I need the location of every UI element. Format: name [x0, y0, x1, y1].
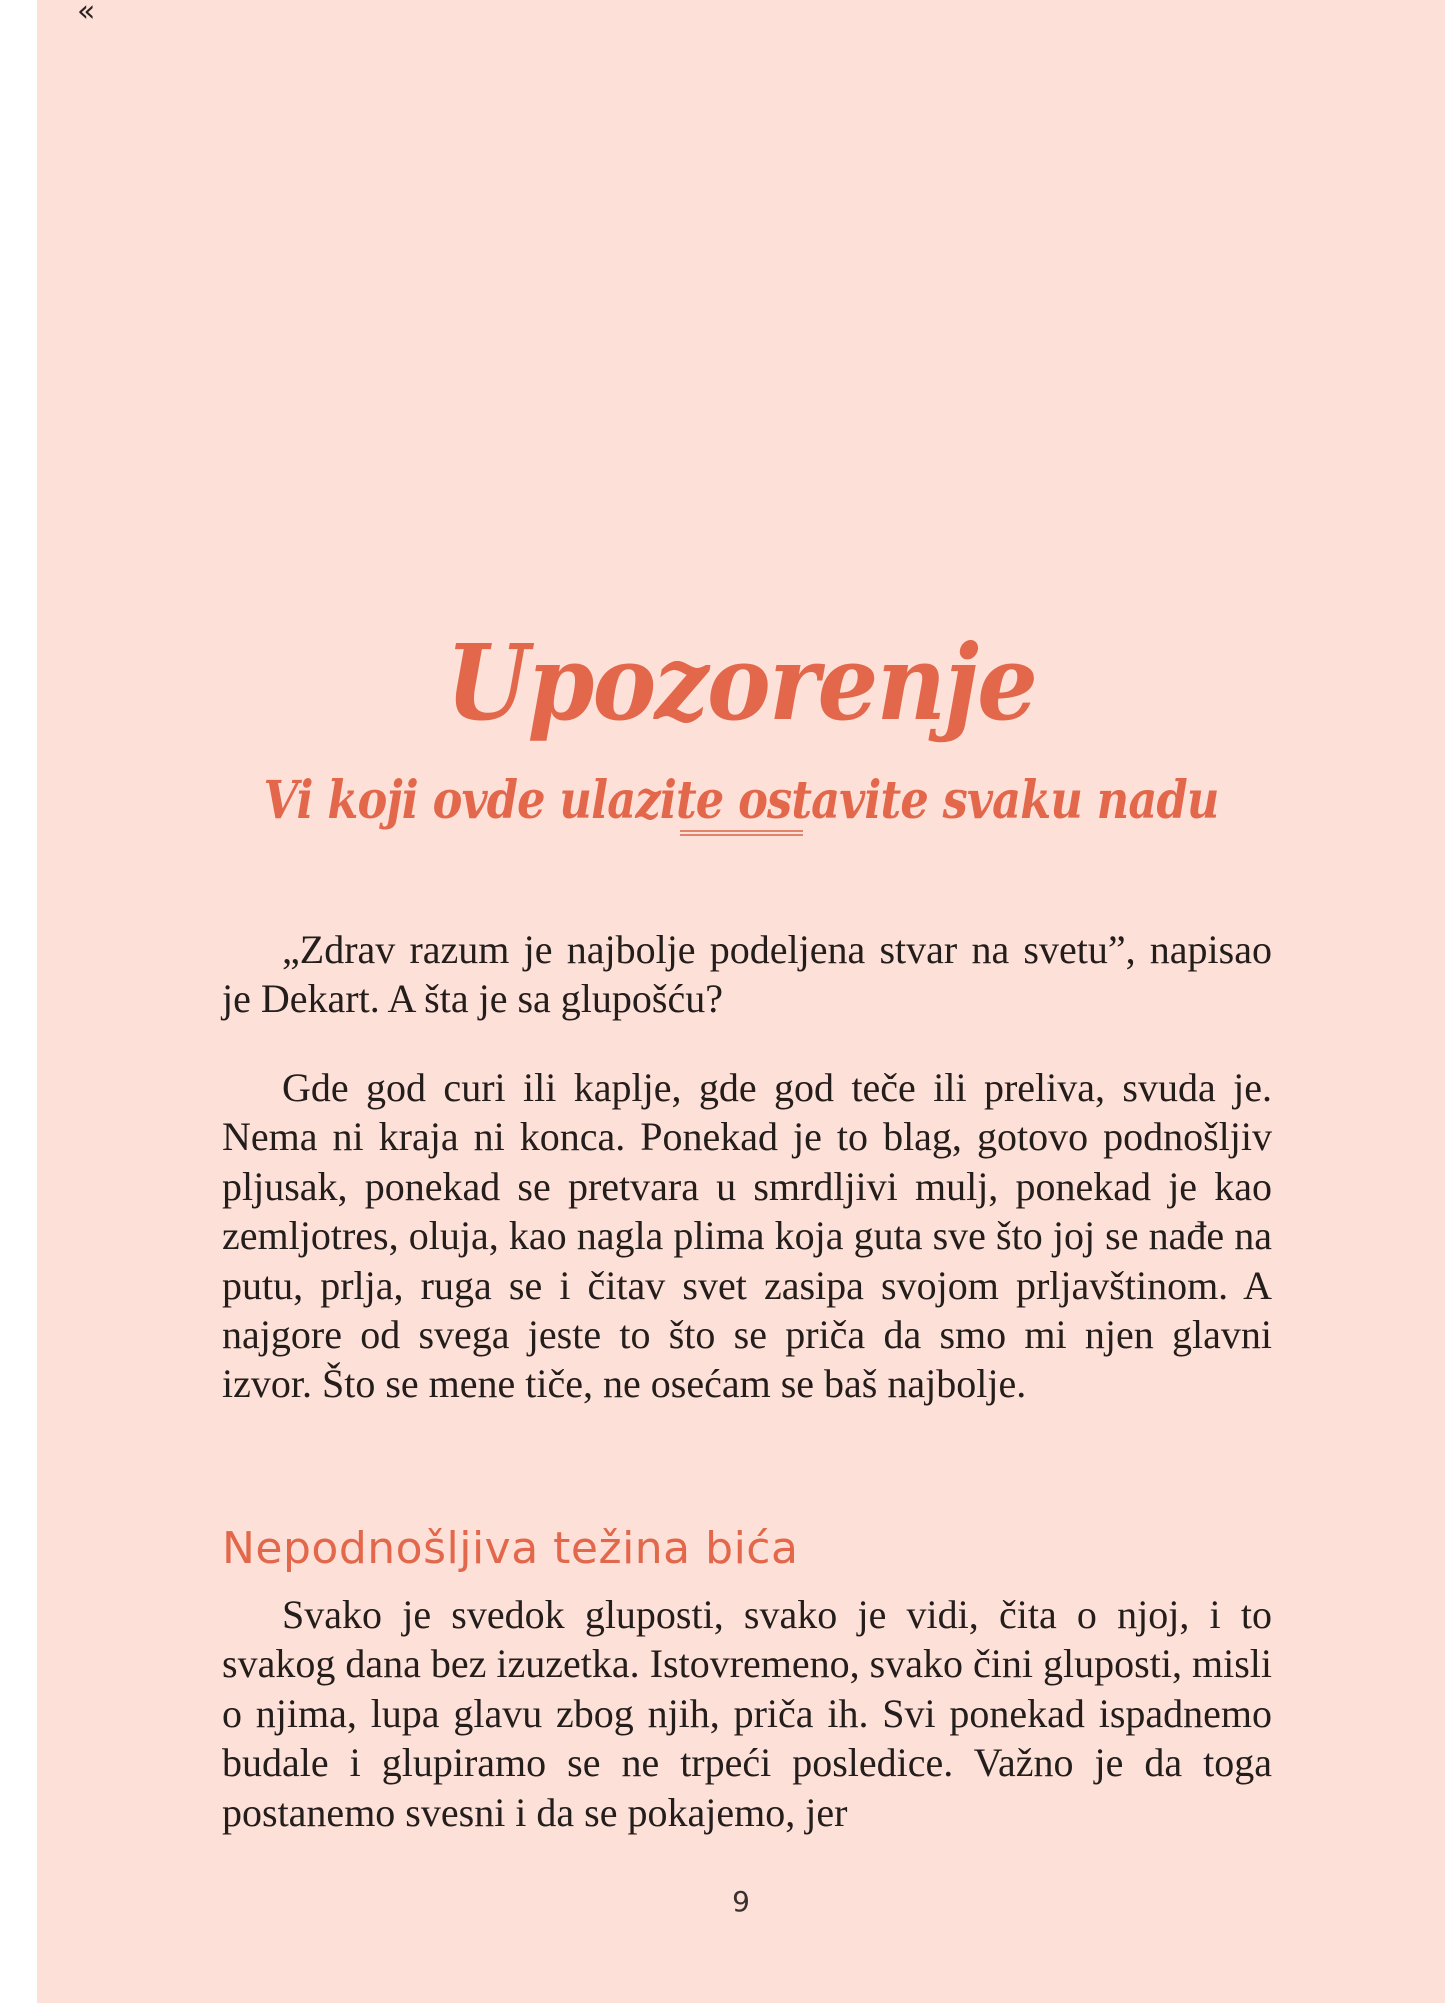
chapter-subtitle: Vi koji ovde ulazite ostavite svaku nadu [263, 770, 1219, 832]
book-page [37, 0, 1445, 2003]
page-number: 9 [732, 1885, 750, 1918]
paragraph-1: „Zdrav razum je najbolje podeljena stvar na svetu”, napisao je Dekart. A šta je sa glupošću? [222, 927, 1272, 1022]
chapter-title: Upozorenje [445, 620, 1037, 744]
paragraph-2: Gde god curi ili kaplje, gde god teče ili preliva, svuda je. Nema ni kraja ni konca. Ponekad je to blag, gotovo podnošljiv pljusak, ponekad se pretvara u smrdljivi mulj, ponekad je kao zemljotres, oluja, kao nagla plima koja guta sve što joj se nađe na putu, prlja, ruga se i čitav svet zasipa svojom prljavštinom. A najgore od svega jeste to što se priča da smo mi njen glavni izvor. Što se mene tiče, ne osećam se baš najbolje. [222, 1065, 1272, 1407]
section-paragraph-1: Svako je svedok gluposti, svako je vidi, čita o njoj, i to svakog dana bez izuzetka. Istovremeno, svako čini gluposti, misli o njima, lupa glavu zbog njih, priča ih. Svi ponekad ispadnemo budale i glupiramo se ne trpeći posledice. Važno je da toga postanemo svesni i da se pokajemo, jer [222, 1592, 1272, 1835]
double-chevron-left-icon[interactable]: « [77, 0, 96, 29]
section-heading: Nepodnošljiva težina bića [222, 1523, 799, 1574]
title-divider [680, 830, 803, 836]
